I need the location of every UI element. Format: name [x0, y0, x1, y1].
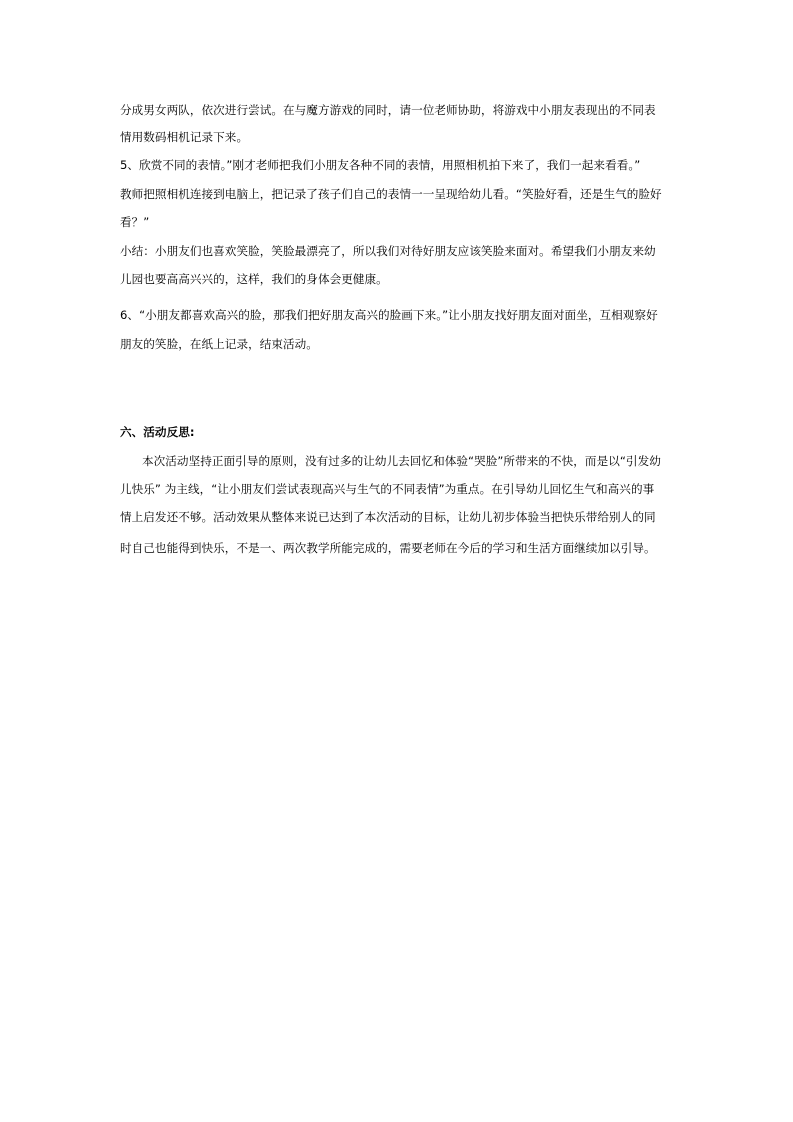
paragraph-line: 看？” [120, 215, 150, 229]
step-6-line: 6、“小朋友都喜欢高兴的脸，那我们把好朋友高兴的脸画下来。”让小朋友找好朋友面对面坐，互相观察好 [120, 308, 658, 322]
paragraph-line: 情用数码相机记录下来。 [120, 130, 249, 144]
paragraph-line: 朋友的笑脸，在纸上记录，结束活动。 [120, 337, 318, 351]
paragraph-line: 教师把照相机连接到电脑上，把记录了孩子们自己的表情一一呈现给幼儿看。“笑脸好看，还是生气的脸好 [120, 187, 662, 201]
paragraph-line: 分成男女两队，依次进行尝试。在与魔方游戏的同时，请一位老师协助，将游戏中小朋友表现出的不同表 [120, 103, 656, 117]
reflection-line: 情上启发还不够。活动效果从整体来说已达到了本次活动的目标，让幼儿初步体验当把快乐带给别人的同 [120, 510, 656, 524]
reflection-line: 本次活动坚持正面引导的原则，没有过多的让幼儿去回忆和体验“哭脸”所带来的不快，而是以“引发幼 [142, 454, 661, 468]
reflection-line: 儿快乐” 为主线，“让小朋友们尝试表现高兴与生气的不同表情”为重点。在引导幼儿回忆生气和高兴的事 [120, 482, 655, 496]
reflection-line: 时自己也能得到快乐，不是一、两次教学所能完成的，需要老师在今后的学习和生活方面继续加以引导。 [120, 541, 656, 555]
summary-line: 小结：小朋友们也喜欢笑脸，笑脸最漂亮了，所以我们对待好朋友应该笑脸来面对。希望我们小朋友来幼 [120, 244, 656, 258]
section-heading: 六、活动反思: [120, 425, 195, 439]
paragraph-line: 儿园也要高高兴兴的，这样，我们的身体会更健康。 [120, 272, 388, 286]
step-5-line: 5、欣赏不同的表情。”刚才老师把我们小朋友各种不同的表情，用照相机拍下来了，我们一起来看看。” [120, 158, 641, 172]
